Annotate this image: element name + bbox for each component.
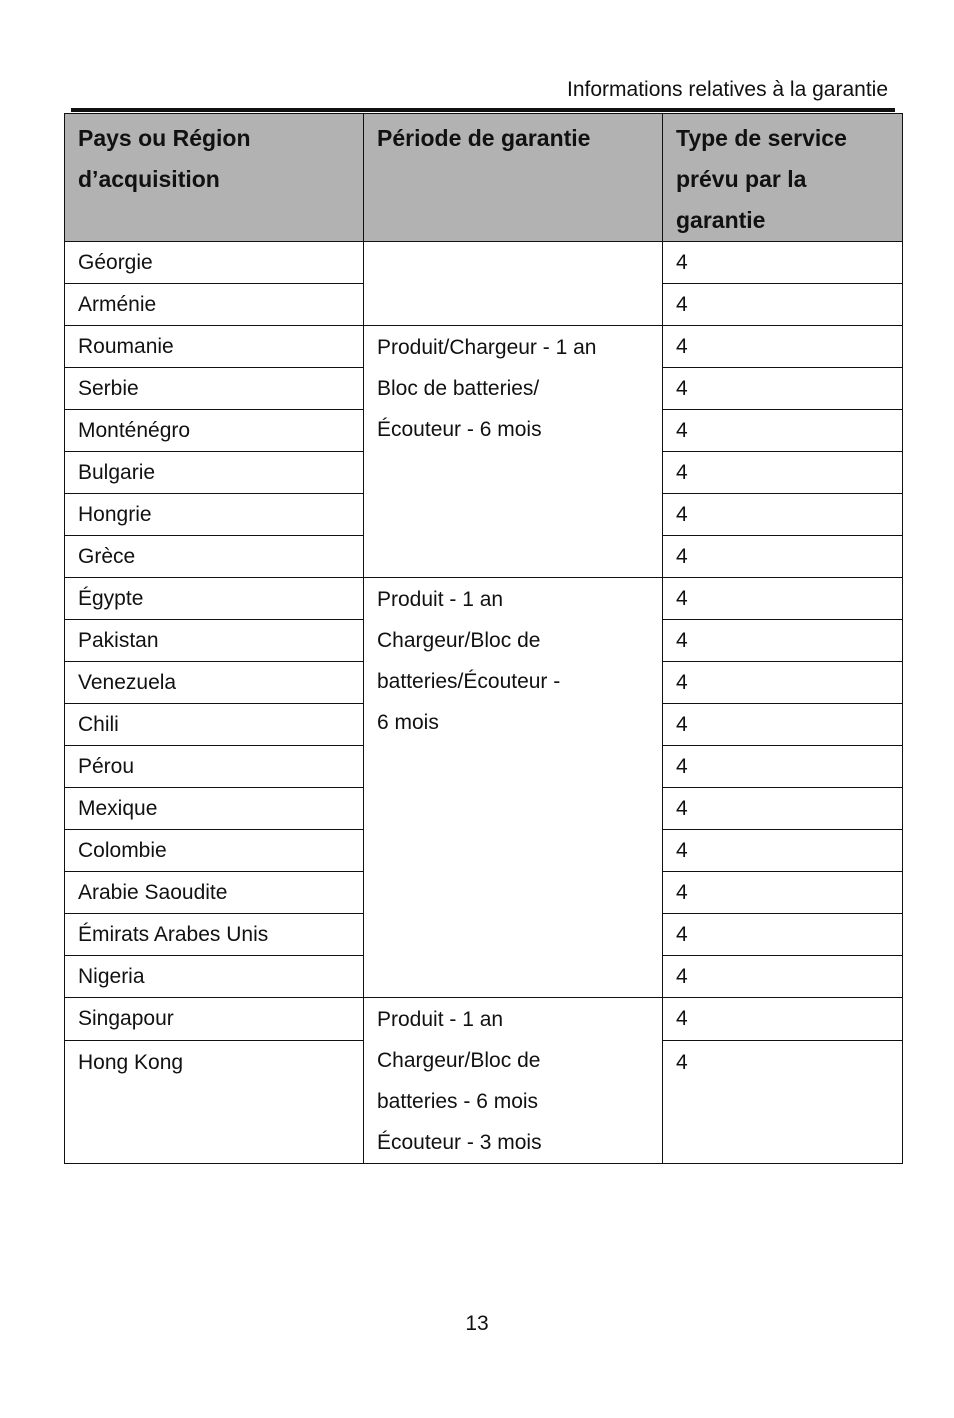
- service-type-cell: 4: [663, 746, 903, 788]
- country-cell: Venezuela: [65, 662, 364, 704]
- header-country: Pays ou Région d’acquisition: [65, 114, 364, 242]
- service-type-cell: 4: [663, 284, 903, 326]
- period-cell: Produit/Chargeur - 1 an Bloc de batteries/ Écouteur - 6 mois: [364, 326, 663, 578]
- service-type-cell: 4: [663, 1040, 903, 1164]
- table-row: [65, 326, 903, 368]
- country-cell: Grèce: [65, 536, 364, 578]
- country-cell: Géorgie: [65, 242, 364, 284]
- header-period: Période de garantie: [364, 114, 663, 242]
- service-type-cell: 4: [663, 326, 903, 368]
- service-type-cell: 4: [663, 956, 903, 998]
- warranty-table: [64, 113, 903, 1164]
- service-type-cell: 4: [663, 788, 903, 830]
- service-type-cell: 4: [663, 536, 903, 578]
- country-cell: Nigeria: [65, 956, 364, 998]
- service-type-cell: 4: [663, 410, 903, 452]
- table-row: [65, 242, 903, 284]
- country-cell: Bulgarie: [65, 452, 364, 494]
- service-type-cell: 4: [663, 998, 903, 1041]
- running-header-title: Informations relatives à la garantie: [567, 78, 888, 101]
- service-type-cell: 4: [663, 872, 903, 914]
- table-body: [65, 242, 903, 1164]
- service-type-cell: 4: [663, 914, 903, 956]
- service-type-cell: 4: [663, 242, 903, 284]
- service-type-cell: 4: [663, 494, 903, 536]
- country-cell: Hong Kong: [65, 1040, 364, 1164]
- service-type-cell: 4: [663, 578, 903, 620]
- service-type-cell: 4: [663, 620, 903, 662]
- country-cell: Colombie: [65, 830, 364, 872]
- service-type-cell: 4: [663, 830, 903, 872]
- period-cell: Produit - 1 an Chargeur/Bloc de batteries - 6 mois Écouteur - 3 mois: [364, 998, 663, 1164]
- service-type-cell: 4: [663, 704, 903, 746]
- country-cell: Singapour: [65, 998, 364, 1041]
- header-service: Type de service prévu par la garantie: [663, 114, 903, 242]
- country-cell: Monténégro: [65, 410, 364, 452]
- country-cell: Chili: [65, 704, 364, 746]
- country-cell: Roumanie: [65, 326, 364, 368]
- table-row: [65, 578, 903, 620]
- country-cell: Arabie Saoudite: [65, 872, 364, 914]
- table-row: [65, 998, 903, 1041]
- country-cell: Serbie: [65, 368, 364, 410]
- country-cell: Mexique: [65, 788, 364, 830]
- country-cell: Pérou: [65, 746, 364, 788]
- service-type-cell: 4: [663, 452, 903, 494]
- country-cell: Pakistan: [65, 620, 364, 662]
- service-type-cell: 4: [663, 368, 903, 410]
- country-cell: Émirats Arabes Unis: [65, 914, 364, 956]
- period-cell: [364, 242, 663, 326]
- table-header-row: [65, 114, 903, 242]
- country-cell: Hongrie: [65, 494, 364, 536]
- period-cell: Produit - 1 an Chargeur/Bloc de batteries/Écouteur - 6 mois: [364, 578, 663, 998]
- country-cell: Arménie: [65, 284, 364, 326]
- country-cell: Égypte: [65, 578, 364, 620]
- header-rule: [71, 108, 895, 112]
- service-type-cell: 4: [663, 662, 903, 704]
- page-number: 13: [465, 1312, 489, 1335]
